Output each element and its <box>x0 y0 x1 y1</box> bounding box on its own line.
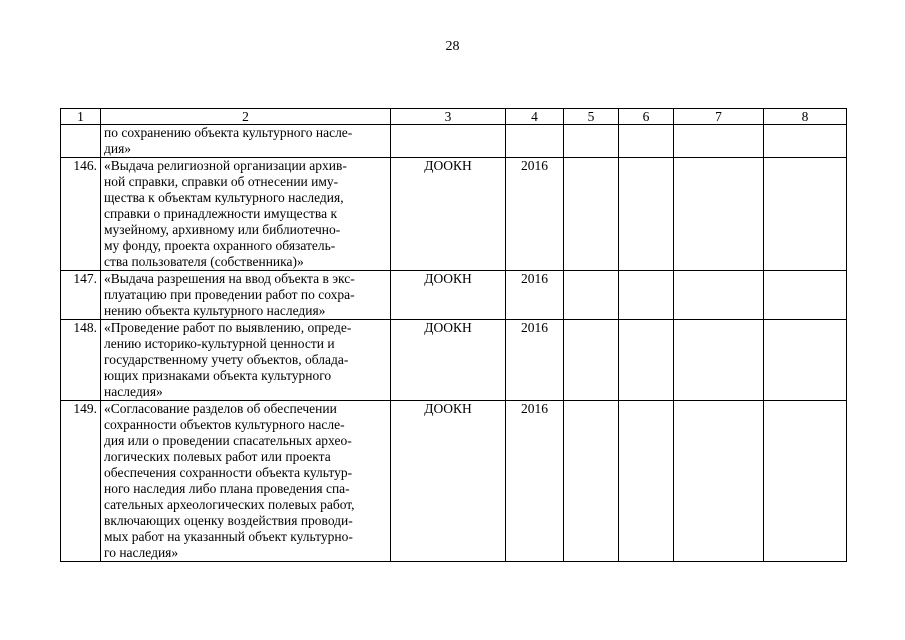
text-line: включающих оценку воздействия проводи- <box>104 513 353 528</box>
agency-cell: ДООКН <box>391 320 506 401</box>
header-cell-6: 6 <box>619 109 674 125</box>
year-cell: 2016 <box>506 401 564 562</box>
text-line: «Выдача разрешения на ввод объекта в экс- <box>104 271 355 286</box>
text-line: государственному учету объектов, облада- <box>104 352 349 367</box>
agency-cell: ДООКН <box>391 271 506 320</box>
agency-cell: ДООКН <box>391 401 506 562</box>
text-line: сохранности объектов культурного насле- <box>104 417 345 432</box>
year-cell: 2016 <box>506 271 564 320</box>
header-cell-2: 2 <box>101 109 391 125</box>
empty-cell <box>619 271 674 320</box>
header-row <box>61 109 847 125</box>
text-line: справки о принадлежности имущества к <box>104 206 338 221</box>
empty-cell <box>764 320 847 401</box>
service-name-cell <box>101 158 391 271</box>
row-number-cell: 149. <box>61 401 101 562</box>
empty-cell <box>674 125 764 158</box>
text-line: щества к объектам культурного наследия, <box>104 190 344 205</box>
row-number-cell: 147. <box>61 271 101 320</box>
empty-cell <box>564 401 619 562</box>
header-cell-8: 8 <box>764 109 847 125</box>
text-line: ющих признаками объекта культурного <box>104 368 332 383</box>
empty-cell <box>764 158 847 271</box>
agency-cell <box>391 125 506 158</box>
empty-cell <box>564 158 619 271</box>
service-name-cell <box>101 125 391 158</box>
empty-cell <box>764 271 847 320</box>
empty-cell <box>674 401 764 562</box>
text-line: «Проведение работ по выявлению, опреде- <box>104 320 352 335</box>
row-number-cell <box>61 125 101 158</box>
text-line: дия или о проведении спасательных архео- <box>104 433 352 448</box>
empty-cell <box>564 125 619 158</box>
header-cell-1: 1 <box>61 109 101 125</box>
header-cell-7: 7 <box>674 109 764 125</box>
table-row <box>61 320 847 401</box>
text-line: ного наследия либо плана проведения спа- <box>104 481 350 496</box>
table-row <box>61 125 847 158</box>
page-number: 28 <box>445 39 460 54</box>
text-line: по сохранению объекта культурного насле- <box>104 125 353 140</box>
text-line: сательных археологических полевых работ, <box>104 497 355 512</box>
service-name-cell <box>101 271 391 320</box>
text-line: «Согласование разделов об обеспечении <box>104 401 337 416</box>
header-cell-5: 5 <box>564 109 619 125</box>
row-number-cell: 148. <box>61 320 101 401</box>
service-name-cell <box>101 320 391 401</box>
empty-cell <box>764 401 847 562</box>
empty-cell <box>564 271 619 320</box>
empty-cell <box>619 125 674 158</box>
empty-cell <box>619 158 674 271</box>
text-line: дия» <box>104 141 132 156</box>
text-line: музейному, архивному или библиотечно- <box>104 222 341 237</box>
year-cell <box>506 125 564 158</box>
service-name-cell <box>101 401 391 562</box>
row-number-cell: 146. <box>61 158 101 271</box>
year-cell: 2016 <box>506 158 564 271</box>
empty-cell <box>619 401 674 562</box>
text-line: логических полевых работ или проекта <box>104 449 331 464</box>
empty-cell <box>764 125 847 158</box>
agency-cell: ДООКН <box>391 158 506 271</box>
text-line: му фонду, проекта охранного обязатель- <box>104 238 336 253</box>
header-cell-3: 3 <box>391 109 506 125</box>
text-line: «Выдача религиозной организации архив- <box>104 158 347 173</box>
text-line: нению объекта культурного наследия» <box>104 303 326 318</box>
text-line: плуатацию при проведении работ по сохра- <box>104 287 355 302</box>
year-cell: 2016 <box>506 320 564 401</box>
header-cell-4: 4 <box>506 109 564 125</box>
table-row <box>61 271 847 320</box>
text-line: обеспечения сохранности объекта культур- <box>104 465 353 480</box>
empty-cell <box>674 158 764 271</box>
empty-cell <box>674 320 764 401</box>
empty-cell <box>564 320 619 401</box>
text-line: ной справки, справки об отнесении иму- <box>104 174 339 189</box>
registry-table <box>60 108 847 562</box>
text-line: наследия» <box>104 384 163 399</box>
text-line: мых работ на указанный объект культурно- <box>104 529 353 544</box>
text-line: лению историко-культурной ценности и <box>104 336 335 351</box>
text-line: ства пользователя (собственника)» <box>104 254 304 269</box>
table-row <box>61 401 847 562</box>
empty-cell <box>674 271 764 320</box>
empty-cell <box>619 320 674 401</box>
text-line: го наследия» <box>104 545 179 560</box>
table-row <box>61 158 847 271</box>
